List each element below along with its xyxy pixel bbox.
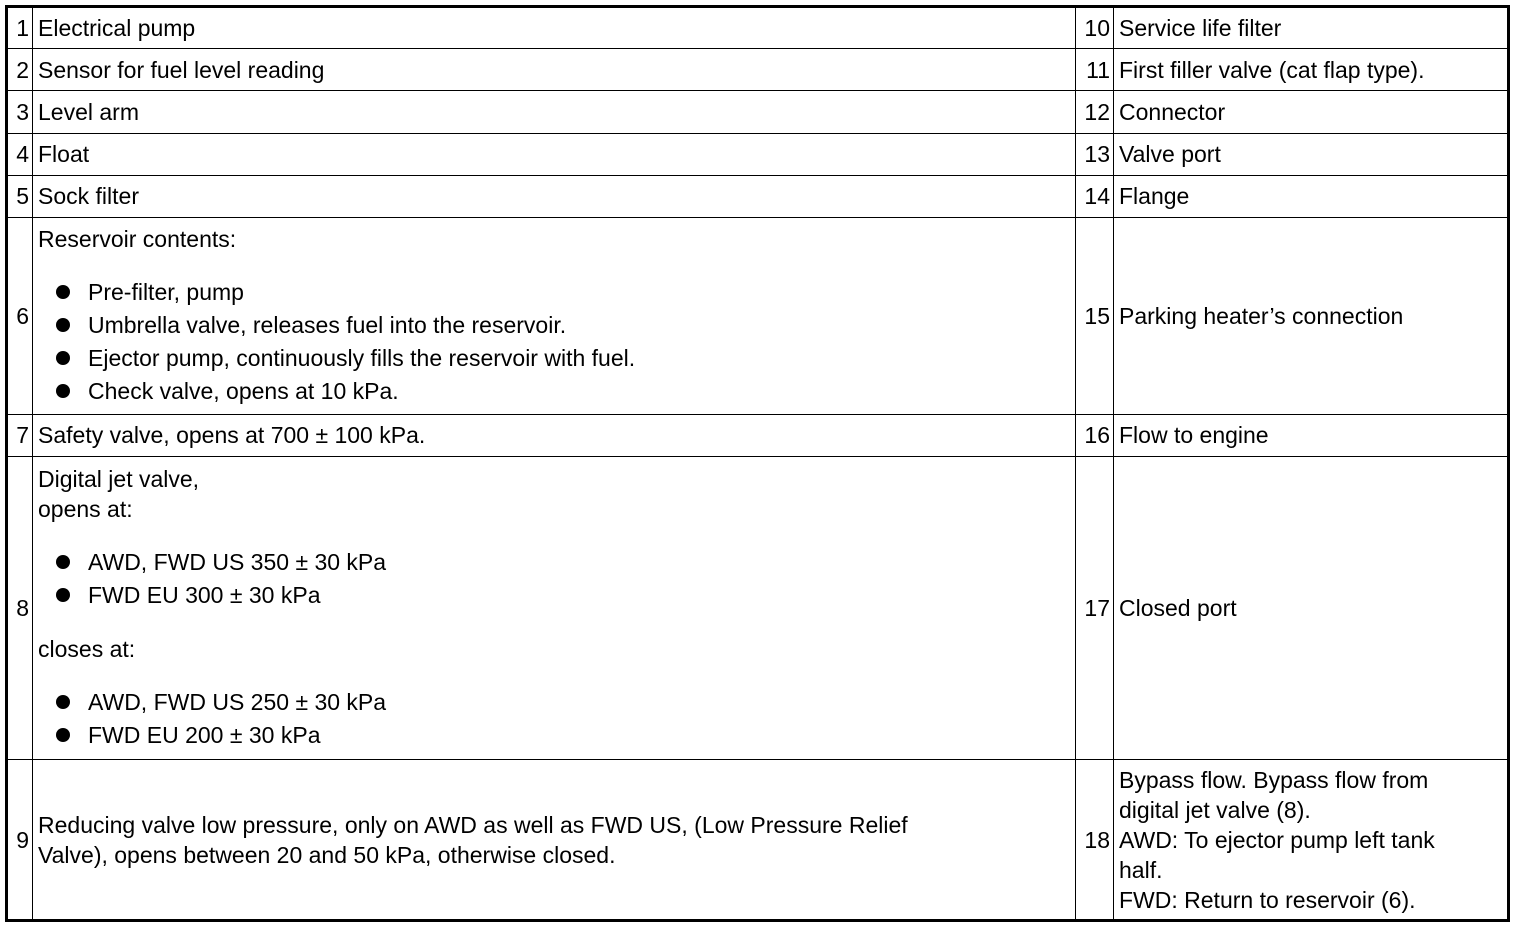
item-description: Safety valve, opens at 700 ± 100 kPa.: [33, 414, 1076, 456]
legend-row: [7, 456, 1509, 759]
item-number: 10: [1076, 7, 1114, 49]
description-line: FWD: Return to reservoir (6).: [1119, 886, 1416, 913]
bullet-item: AWD, FWD US 250 ± 30 kPa: [56, 686, 1070, 719]
item-description: Level arm: [33, 91, 1076, 133]
legend-row: [7, 49, 1509, 91]
legend-row: [7, 91, 1509, 133]
item-number: 14: [1076, 175, 1114, 217]
item-description: Sock filter: [33, 175, 1076, 217]
item-number: 6: [7, 217, 33, 414]
item-description: Service life filter: [1114, 7, 1509, 49]
bullet-list: [38, 546, 1070, 612]
item-description: Flange: [1114, 175, 1509, 217]
item-number: 5: [7, 175, 33, 217]
item-number: 13: [1076, 133, 1114, 175]
item-number: 4: [7, 133, 33, 175]
bullet-list: [38, 686, 1070, 752]
item-description: Valve port: [1114, 133, 1509, 175]
item-description: Electrical pump: [33, 7, 1076, 49]
item-description: Float: [33, 133, 1076, 175]
legend-row: [7, 760, 1509, 921]
bullet-item: FWD EU 200 ± 30 kPa: [56, 719, 1070, 752]
description-line: Valve), opens between 20 and 50 kPa, otherwise closed.: [38, 841, 616, 868]
legend-row: [7, 175, 1509, 217]
description-line: AWD: To ejector pump left tank: [1119, 826, 1435, 853]
bullet-item: FWD EU 300 ± 30 kPa: [56, 579, 1070, 612]
description-line: Reducing valve low pressure, only on AWD as well as FWD US, (Low Pressure Relief: [38, 811, 908, 838]
item-number: 18: [1076, 760, 1114, 921]
item-number: 2: [7, 49, 33, 91]
legend-row: [7, 7, 1509, 49]
bullet-item: AWD, FWD US 350 ± 30 kPa: [56, 546, 1070, 579]
item-description: First filler valve (cat flap type).: [1114, 49, 1509, 91]
item-description: Sensor for fuel level reading: [33, 49, 1076, 91]
description-line: half.: [1119, 856, 1163, 883]
bullet-list: [38, 276, 1070, 408]
item-description: [33, 456, 1076, 759]
bullet-item: Ejector pump, continuously fills the reservoir with fuel.: [56, 342, 1070, 375]
item-number: 8: [7, 456, 33, 759]
item-description: Flow to engine: [1114, 414, 1509, 456]
legend-row: [7, 133, 1509, 175]
item-number: 15: [1076, 217, 1114, 414]
item-number: 17: [1076, 456, 1114, 759]
description-heading: Reservoir contents:: [38, 225, 237, 252]
description-heading: opens at:: [38, 496, 133, 523]
description-line: digital jet valve (8).: [1119, 796, 1311, 823]
item-description: Closed port: [1114, 456, 1509, 759]
item-number: 16: [1076, 414, 1114, 456]
item-number: 1: [7, 7, 33, 49]
legend-row: [7, 217, 1509, 414]
item-number: 7: [7, 414, 33, 456]
item-description: [33, 760, 1076, 921]
legend-row: [7, 414, 1509, 456]
item-description: Parking heater’s connection: [1114, 217, 1509, 414]
item-number: 9: [7, 760, 33, 921]
item-number: 11: [1076, 49, 1114, 91]
description-subheading: closes at:: [38, 636, 136, 663]
item-description: [33, 217, 1076, 414]
item-number: 3: [7, 91, 33, 133]
description-heading: Digital jet valve,: [38, 466, 200, 493]
description-line: Bypass flow. Bypass flow from: [1119, 766, 1429, 793]
bullet-item: Pre-filter, pump: [56, 276, 1070, 309]
bullet-item: Umbrella valve, releases fuel into the reservoir.: [56, 309, 1070, 342]
item-description: [1114, 760, 1509, 921]
component-legend-table: [5, 5, 1510, 922]
bullet-item: Check valve, opens at 10 kPa.: [56, 375, 1070, 408]
item-number: 12: [1076, 91, 1114, 133]
item-description: Connector: [1114, 91, 1509, 133]
